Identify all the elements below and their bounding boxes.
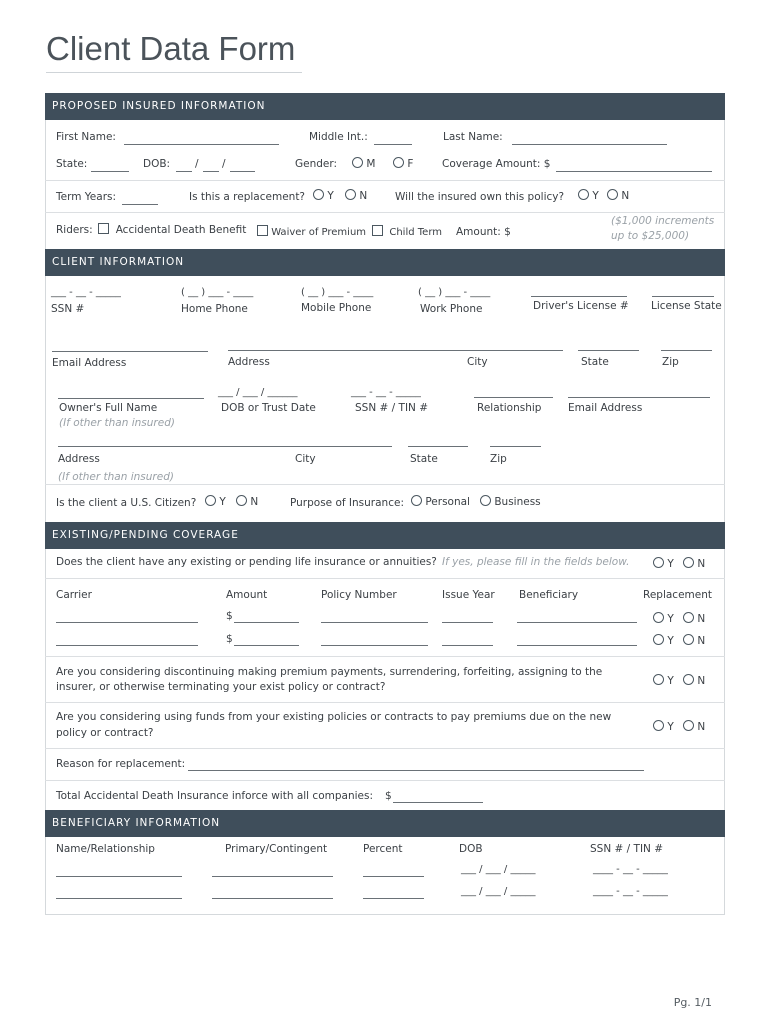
section-header-client: CLIENT INFORMATION bbox=[45, 249, 725, 276]
reason-label: Reason for replacement: bbox=[56, 758, 186, 770]
yes-label: Y bbox=[667, 613, 674, 625]
checkbox-icon bbox=[372, 225, 383, 236]
amount-field[interactable] bbox=[234, 622, 299, 623]
col-primary-contingent: Primary/Contingent bbox=[225, 843, 328, 855]
radio-icon bbox=[578, 189, 589, 200]
section-header-beneficiary: BENEFICIARY INFORMATION bbox=[45, 810, 725, 837]
owner-email-label: Email Address bbox=[568, 402, 643, 414]
coverage-amount-field[interactable] bbox=[556, 171, 712, 172]
radio-icon bbox=[653, 634, 664, 645]
purpose-label: Purpose of Insurance: bbox=[290, 497, 404, 509]
dob-year-field[interactable] bbox=[230, 171, 255, 172]
discontinue-yes-radio[interactable] bbox=[653, 674, 674, 687]
no-label: N bbox=[697, 635, 706, 647]
col-policy-number: Policy Number bbox=[321, 589, 397, 601]
radio-icon bbox=[205, 495, 216, 506]
col-ssn-tin: SSN # / TIN # bbox=[590, 843, 664, 855]
yes-label: Y bbox=[667, 675, 674, 687]
relationship-field[interactable] bbox=[474, 397, 553, 398]
reason-field[interactable] bbox=[188, 770, 644, 771]
beneficiary-name-field[interactable] bbox=[56, 898, 182, 899]
col-dob: DOB bbox=[459, 843, 483, 855]
radio-icon bbox=[683, 634, 694, 645]
no-label: N bbox=[621, 190, 630, 202]
dob-separator: / bbox=[222, 158, 226, 170]
owner-address-label: Address bbox=[58, 453, 100, 465]
owner-zip-field[interactable] bbox=[490, 446, 541, 447]
own-policy-question: Will the insured own this policy? bbox=[395, 191, 565, 203]
col-beneficiary: Beneficiary bbox=[519, 589, 579, 601]
beneficiary-type-field[interactable] bbox=[212, 898, 333, 899]
last-name-field[interactable] bbox=[512, 144, 667, 145]
row-divider bbox=[45, 748, 725, 749]
owner-name-label: Owner's Full Name bbox=[59, 402, 158, 414]
row-divider bbox=[45, 484, 725, 485]
section-header-proposed: PROPOSED INSURED INFORMATION bbox=[45, 93, 725, 120]
dob-separator: / bbox=[195, 158, 199, 170]
rider-waiver-label: Waiver of Premium bbox=[271, 227, 367, 238]
drivers-license-field[interactable] bbox=[531, 296, 627, 297]
replacement-no-radio[interactable] bbox=[683, 612, 705, 625]
beneficiary-ssn-format[interactable]: ____ - __ - _____ bbox=[593, 886, 668, 897]
home-phone-label: Home Phone bbox=[181, 303, 248, 315]
beneficiary-field[interactable] bbox=[517, 645, 637, 646]
carrier-field[interactable] bbox=[56, 645, 198, 646]
owner-ssn-format[interactable]: ___ - __ - _____ bbox=[351, 387, 421, 398]
gender-male-radio[interactable] bbox=[352, 157, 375, 170]
replacement-yes-radio[interactable] bbox=[653, 634, 674, 647]
owner-ssn-label: SSN # / TIN # bbox=[355, 402, 429, 414]
owner-address-if-other-note: (If other than insured) bbox=[58, 471, 174, 483]
drivers-license-label: Driver's License # bbox=[533, 300, 629, 312]
own-policy-no-radio[interactable] bbox=[607, 189, 629, 202]
discontinue-question: Are you considering discontinuing making premium payments, surrendering, forfeiting, assigning to the bbox=[56, 666, 603, 678]
radio-icon bbox=[393, 157, 404, 168]
yes-label: Y bbox=[667, 721, 674, 733]
policy-number-field[interactable] bbox=[321, 645, 428, 646]
col-replacement: Replacement bbox=[643, 589, 712, 601]
dollar-sign: $ bbox=[226, 633, 233, 645]
dob-label: DOB: bbox=[143, 158, 171, 170]
first-name-label: First Name: bbox=[56, 131, 116, 143]
checkbox-icon bbox=[98, 223, 109, 234]
first-name-field[interactable] bbox=[124, 144, 279, 145]
replacement-yes-radio[interactable] bbox=[313, 189, 334, 202]
no-label: N bbox=[697, 613, 706, 625]
existing-coverage-question: Does the client have any existing or pending life insurance or annuities? bbox=[56, 556, 437, 568]
beneficiary-name-field[interactable] bbox=[56, 876, 182, 877]
page-title: Client Data Form bbox=[46, 30, 296, 67]
increments-note-2: up to $25,000) bbox=[611, 230, 690, 242]
radio-icon bbox=[683, 557, 694, 568]
zip-field[interactable] bbox=[661, 350, 712, 351]
state-label: State: bbox=[56, 158, 88, 170]
checkbox-icon bbox=[257, 225, 268, 236]
radio-icon bbox=[352, 157, 363, 168]
female-label: F bbox=[407, 158, 414, 170]
no-label: N bbox=[697, 721, 706, 733]
radio-icon bbox=[653, 674, 664, 685]
row-divider bbox=[45, 702, 725, 703]
male-label: M bbox=[366, 158, 376, 170]
owner-zip-label: Zip bbox=[490, 453, 507, 465]
carrier-field[interactable] bbox=[56, 622, 198, 623]
issue-year-field[interactable] bbox=[442, 622, 493, 623]
yes-label: Y bbox=[219, 496, 226, 508]
radio-icon bbox=[345, 189, 356, 200]
personal-label: Personal bbox=[425, 496, 470, 508]
existing-no-radio[interactable] bbox=[683, 557, 705, 570]
radio-icon bbox=[411, 495, 422, 506]
page-number: Pg. 1/1 bbox=[673, 996, 712, 1009]
dob-month-field[interactable] bbox=[176, 171, 192, 172]
rider-child-label: Child Term bbox=[389, 227, 443, 238]
dob-day-field[interactable] bbox=[203, 171, 219, 172]
rider-accidental-checkbox[interactable] bbox=[98, 223, 246, 236]
replacement-no-radio[interactable] bbox=[345, 189, 367, 202]
state-field[interactable] bbox=[578, 350, 639, 351]
section-header-existing: EXISTING/PENDING COVERAGE bbox=[45, 522, 725, 549]
dollar-sign: $ bbox=[385, 790, 392, 802]
row-divider bbox=[45, 656, 725, 657]
row-divider bbox=[45, 180, 725, 181]
radio-icon bbox=[683, 612, 694, 623]
title-underline bbox=[46, 72, 302, 73]
funds-question: Are you considering using funds from your existing policies or contracts to pay premiums due on the new bbox=[56, 711, 612, 723]
beneficiary-dob-format[interactable]: ___ / ___ / _____ bbox=[461, 864, 536, 875]
row-divider bbox=[45, 780, 725, 781]
owner-dob-format[interactable]: ___ / ___ / ______ bbox=[218, 387, 298, 398]
owner-email-field[interactable] bbox=[568, 397, 710, 398]
middle-int-label: Middle Int.: bbox=[309, 131, 368, 143]
col-amount: Amount bbox=[226, 589, 268, 601]
no-label: N bbox=[359, 190, 368, 202]
funds-question-2: policy or contract? bbox=[56, 727, 154, 739]
city-label: City bbox=[467, 356, 488, 368]
owner-dob-label: DOB or Trust Date bbox=[221, 402, 316, 414]
citizen-yes-radio[interactable] bbox=[205, 495, 226, 508]
owner-if-other-note: (If other than insured) bbox=[59, 417, 175, 429]
license-state-label: License State bbox=[651, 300, 722, 312]
rider-child-checkbox[interactable] bbox=[372, 225, 442, 238]
amount-field[interactable] bbox=[234, 645, 299, 646]
zip-label: Zip bbox=[662, 356, 679, 368]
citizen-no-radio[interactable] bbox=[236, 495, 258, 508]
address-label: Address bbox=[228, 356, 270, 368]
no-label: N bbox=[250, 496, 259, 508]
owner-address-field[interactable] bbox=[58, 446, 392, 447]
business-label: Business bbox=[494, 496, 541, 508]
state-label: State bbox=[581, 356, 609, 368]
yes-label: Y bbox=[667, 558, 674, 570]
email-field[interactable] bbox=[52, 351, 208, 352]
radio-icon bbox=[653, 720, 664, 731]
existing-coverage-hint: If yes, please fill in the fields below. bbox=[442, 556, 630, 568]
beneficiary-percent-field[interactable] bbox=[363, 876, 424, 877]
yes-label: Y bbox=[592, 190, 599, 202]
beneficiary-percent-field[interactable] bbox=[363, 898, 424, 899]
ssn-label: SSN # bbox=[51, 303, 85, 315]
ssn-format[interactable]: ___ - __ - _____ bbox=[51, 287, 121, 298]
relationship-label: Relationship bbox=[477, 402, 542, 414]
row-divider bbox=[45, 578, 725, 579]
rider-amount-label: Amount: $ bbox=[456, 226, 511, 238]
discontinue-question-2: insurer, or otherwise terminating your exist policy or contract? bbox=[56, 681, 386, 693]
owner-city-label: City bbox=[295, 453, 316, 465]
beneficiary-dob-format[interactable]: ___ / ___ / _____ bbox=[461, 886, 536, 897]
beneficiary-ssn-format[interactable]: ____ - __ - _____ bbox=[593, 864, 668, 875]
increments-note: ($1,000 increments bbox=[611, 215, 715, 227]
radio-icon bbox=[313, 189, 324, 200]
rider-waiver-checkbox[interactable] bbox=[257, 225, 366, 238]
total-accidental-field[interactable] bbox=[393, 802, 483, 803]
yes-label: Y bbox=[327, 190, 334, 202]
funds-no-radio[interactable] bbox=[683, 720, 705, 733]
own-policy-yes-radio[interactable] bbox=[578, 189, 599, 202]
email-label: Email Address bbox=[52, 357, 127, 369]
funds-yes-radio[interactable] bbox=[653, 720, 674, 733]
row-divider bbox=[45, 212, 725, 213]
middle-int-field[interactable] bbox=[374, 144, 412, 145]
purpose-personal-radio[interactable] bbox=[411, 495, 470, 508]
home-phone-format[interactable]: ( __ ) ___ - ____ bbox=[181, 287, 254, 298]
col-percent: Percent bbox=[363, 843, 403, 855]
rider-accidental-label: Accidental Death Benefit bbox=[115, 224, 247, 236]
policy-number-field[interactable] bbox=[321, 622, 428, 623]
dollar-sign: $ bbox=[226, 610, 233, 622]
col-issue-year: Issue Year bbox=[442, 589, 495, 601]
radio-icon bbox=[653, 612, 664, 623]
no-label: N bbox=[697, 558, 706, 570]
term-years-label: Term Years: bbox=[56, 191, 117, 203]
existing-yes-radio[interactable] bbox=[653, 557, 674, 570]
replacement-question: Is this a replacement? bbox=[189, 191, 306, 203]
radio-icon bbox=[236, 495, 247, 506]
citizen-question: Is the client a U.S. Citizen? bbox=[56, 497, 197, 509]
purpose-business-radio[interactable] bbox=[480, 495, 541, 508]
riders-label: Riders: bbox=[56, 224, 93, 236]
coverage-amount-label: Coverage Amount: $ bbox=[442, 158, 551, 170]
license-state-field[interactable] bbox=[652, 296, 714, 297]
yes-label: Y bbox=[667, 635, 674, 647]
no-label: N bbox=[697, 675, 706, 687]
radio-icon bbox=[607, 189, 618, 200]
radio-icon bbox=[480, 495, 491, 506]
discontinue-no-radio[interactable] bbox=[683, 674, 705, 687]
owner-name-field[interactable] bbox=[58, 398, 204, 399]
owner-state-field[interactable] bbox=[408, 446, 468, 447]
beneficiary-field[interactable] bbox=[517, 622, 637, 623]
radio-icon bbox=[683, 720, 694, 731]
address-field[interactable] bbox=[228, 350, 563, 351]
work-phone-label: Work Phone bbox=[420, 303, 483, 315]
owner-state-label: State bbox=[410, 453, 438, 465]
radio-icon bbox=[683, 674, 694, 685]
issue-year-field[interactable] bbox=[442, 645, 493, 646]
radio-icon bbox=[653, 557, 664, 568]
work-phone-format[interactable]: ( __ ) ___ - ____ bbox=[418, 287, 491, 298]
last-name-label: Last Name: bbox=[443, 131, 503, 143]
col-carrier: Carrier bbox=[56, 589, 92, 601]
mobile-phone-format[interactable]: ( __ ) ___ - ____ bbox=[301, 287, 374, 298]
gender-label: Gender: bbox=[295, 158, 338, 170]
state-field[interactable] bbox=[91, 171, 129, 172]
beneficiary-type-field[interactable] bbox=[212, 876, 333, 877]
gender-female-radio[interactable] bbox=[393, 157, 413, 170]
mobile-phone-label: Mobile Phone bbox=[301, 302, 372, 314]
col-name-relationship: Name/Relationship bbox=[56, 843, 155, 855]
replacement-no-radio[interactable] bbox=[683, 634, 705, 647]
total-accidental-label: Total Accidental Death Insurance inforce with all companies: bbox=[56, 790, 373, 802]
term-years-field[interactable] bbox=[122, 204, 158, 205]
replacement-yes-radio[interactable] bbox=[653, 612, 674, 625]
